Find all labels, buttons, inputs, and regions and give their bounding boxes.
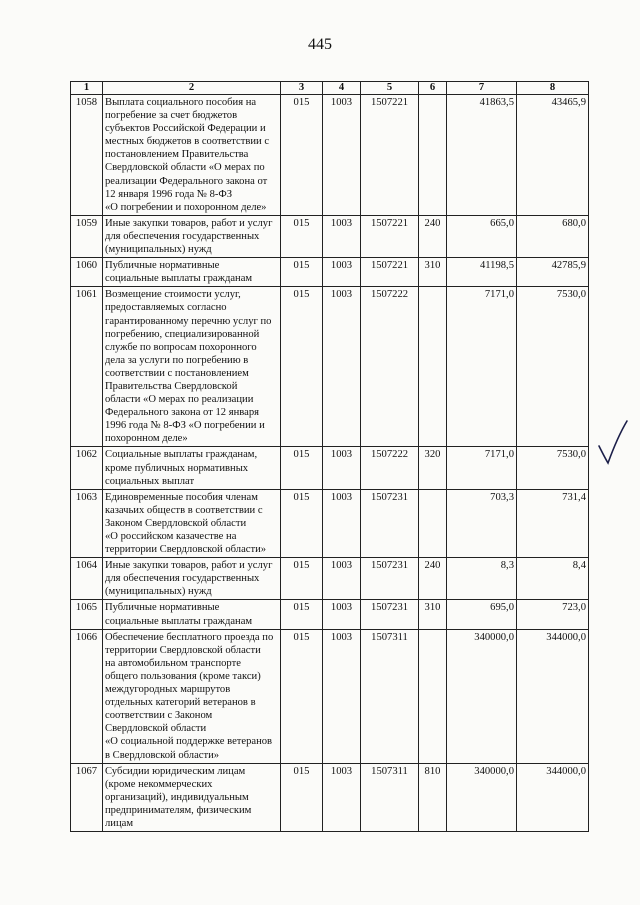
section-code: 1003: [323, 600, 361, 629]
ministry-code: 015: [281, 95, 323, 216]
column-header: 6: [419, 82, 447, 95]
table-row: [71, 258, 589, 287]
table-row: [71, 95, 589, 216]
ministry-code: 015: [281, 558, 323, 600]
expense-type-code: 240: [419, 215, 447, 257]
row-name: Иные закупки товаров, работ и услуг для обеспечения государственных (муниципальных) нужд: [103, 558, 281, 600]
row-number: 1060: [71, 258, 103, 287]
target-code: 1507221: [361, 258, 419, 287]
amount-year-2: 42785,9: [517, 258, 589, 287]
expense-type-code: [419, 489, 447, 557]
budget-table: [70, 81, 589, 832]
target-code: 1507311: [361, 629, 419, 763]
amount-year-2: 344000,0: [517, 763, 589, 831]
row-name: Публичные нормативные социальные выплаты гражданам: [103, 600, 281, 629]
section-code: 1003: [323, 629, 361, 763]
table-row: [71, 447, 589, 489]
row-number: 1061: [71, 287, 103, 447]
section-code: 1003: [323, 258, 361, 287]
column-header: 4: [323, 82, 361, 95]
ministry-code: 015: [281, 763, 323, 831]
section-code: 1003: [323, 95, 361, 216]
expense-type-code: 240: [419, 558, 447, 600]
target-code: 1507222: [361, 447, 419, 489]
ministry-code: 015: [281, 600, 323, 629]
ministry-code: 015: [281, 258, 323, 287]
section-code: 1003: [323, 558, 361, 600]
table-row: [71, 287, 589, 447]
column-header: 5: [361, 82, 419, 95]
amount-year-1: 695,0: [447, 600, 517, 629]
row-number: 1058: [71, 95, 103, 216]
amount-year-2: 344000,0: [517, 629, 589, 763]
amount-year-1: 7171,0: [447, 447, 517, 489]
target-code: 1507221: [361, 95, 419, 216]
expense-type-code: 310: [419, 258, 447, 287]
amount-year-2: 680,0: [517, 215, 589, 257]
row-number: 1064: [71, 558, 103, 600]
target-code: 1507222: [361, 287, 419, 447]
table-row: [71, 215, 589, 257]
amount-year-2: 7530,0: [517, 287, 589, 447]
table-row: [71, 558, 589, 600]
expense-type-code: [419, 95, 447, 216]
expense-type-code: 310: [419, 600, 447, 629]
column-header: 2: [103, 82, 281, 95]
column-header: 3: [281, 82, 323, 95]
column-header: 7: [447, 82, 517, 95]
amount-year-2: 43465,9: [517, 95, 589, 216]
row-number: 1063: [71, 489, 103, 557]
expense-type-code: [419, 287, 447, 447]
expense-type-code: 810: [419, 763, 447, 831]
expense-type-code: [419, 629, 447, 763]
amount-year-2: 723,0: [517, 600, 589, 629]
amount-year-1: 665,0: [447, 215, 517, 257]
row-name: Выплата социального пособия на погребение за счет бюджетов субъектов Российской Федерации и местных бюджетов в соответствии с постановлением Правительства Свердловской области «О мерах по реализации Федерального закона от 12 января 1996 года № 8-ФЗ «О погребении и похоронном деле»: [103, 95, 281, 216]
row-name: Единовременные пособия членам казачьих обществ в соответствии с Законом Свердловской области «О российском казачестве на территории Свердловской области»: [103, 489, 281, 557]
row-number: 1067: [71, 763, 103, 831]
row-name: Иные закупки товаров, работ и услуг для обеспечения государственных (муниципальных) нужд: [103, 215, 281, 257]
row-name: Субсидии юридическим лицам (кроме некоммерческих организаций), индивидуальным предпринимателям, физическим лицам: [103, 763, 281, 831]
row-name: Обеспечение бесплатного проезда по территории Свердловской области на автомобильном транспорте общего пользования (кроме такси) междугородных маршрутов отдельных категорий ветеранов в соответствии с Законом Свердловской области «О социальной поддержке ветеранов в Свердловской области»: [103, 629, 281, 763]
amount-year-1: 7171,0: [447, 287, 517, 447]
amount-year-1: 340000,0: [447, 763, 517, 831]
row-name: Публичные нормативные социальные выплаты гражданам: [103, 258, 281, 287]
handwritten-checkmark-icon: [596, 418, 630, 466]
page-number: 445: [308, 36, 332, 53]
row-number: 1065: [71, 600, 103, 629]
amount-year-2: 7530,0: [517, 447, 589, 489]
ministry-code: 015: [281, 215, 323, 257]
table-row: [71, 629, 589, 763]
target-code: 1507231: [361, 600, 419, 629]
section-code: 1003: [323, 489, 361, 557]
amount-year-1: 41863,5: [447, 95, 517, 216]
amount-year-1: 41198,5: [447, 258, 517, 287]
row-number: 1062: [71, 447, 103, 489]
target-code: 1507231: [361, 558, 419, 600]
column-header: 8: [517, 82, 589, 95]
table-row: [71, 489, 589, 557]
column-header: 1: [71, 82, 103, 95]
table-row: [71, 763, 589, 831]
row-number: 1066: [71, 629, 103, 763]
section-code: 1003: [323, 447, 361, 489]
section-code: 1003: [323, 287, 361, 447]
amount-year-2: 731,4: [517, 489, 589, 557]
table-row: [71, 600, 589, 629]
target-code: 1507231: [361, 489, 419, 557]
target-code: 1507221: [361, 215, 419, 257]
target-code: 1507311: [361, 763, 419, 831]
amount-year-2: 8,4: [517, 558, 589, 600]
expense-type-code: 320: [419, 447, 447, 489]
ministry-code: 015: [281, 287, 323, 447]
section-code: 1003: [323, 215, 361, 257]
row-number: 1059: [71, 215, 103, 257]
header-row: [71, 82, 589, 95]
row-name: Социальные выплаты гражданам, кроме публичных нормативных социальных выплат: [103, 447, 281, 489]
row-name: Возмещение стоимости услуг, предоставляемых согласно гарантированному перечню услуг по погребению, специализированной службе по вопросам похоронного дела за услуги по погребению в соответствии с постановлением Правительства Свердловской области «О мерах по реализации Федерального закона от 12 января 1996 года № 8-ФЗ «О погребении и похоронном деле»: [103, 287, 281, 447]
ministry-code: 015: [281, 489, 323, 557]
ministry-code: 015: [281, 447, 323, 489]
amount-year-1: 340000,0: [447, 629, 517, 763]
section-code: 1003: [323, 763, 361, 831]
amount-year-1: 8,3: [447, 558, 517, 600]
ministry-code: 015: [281, 629, 323, 763]
amount-year-1: 703,3: [447, 489, 517, 557]
